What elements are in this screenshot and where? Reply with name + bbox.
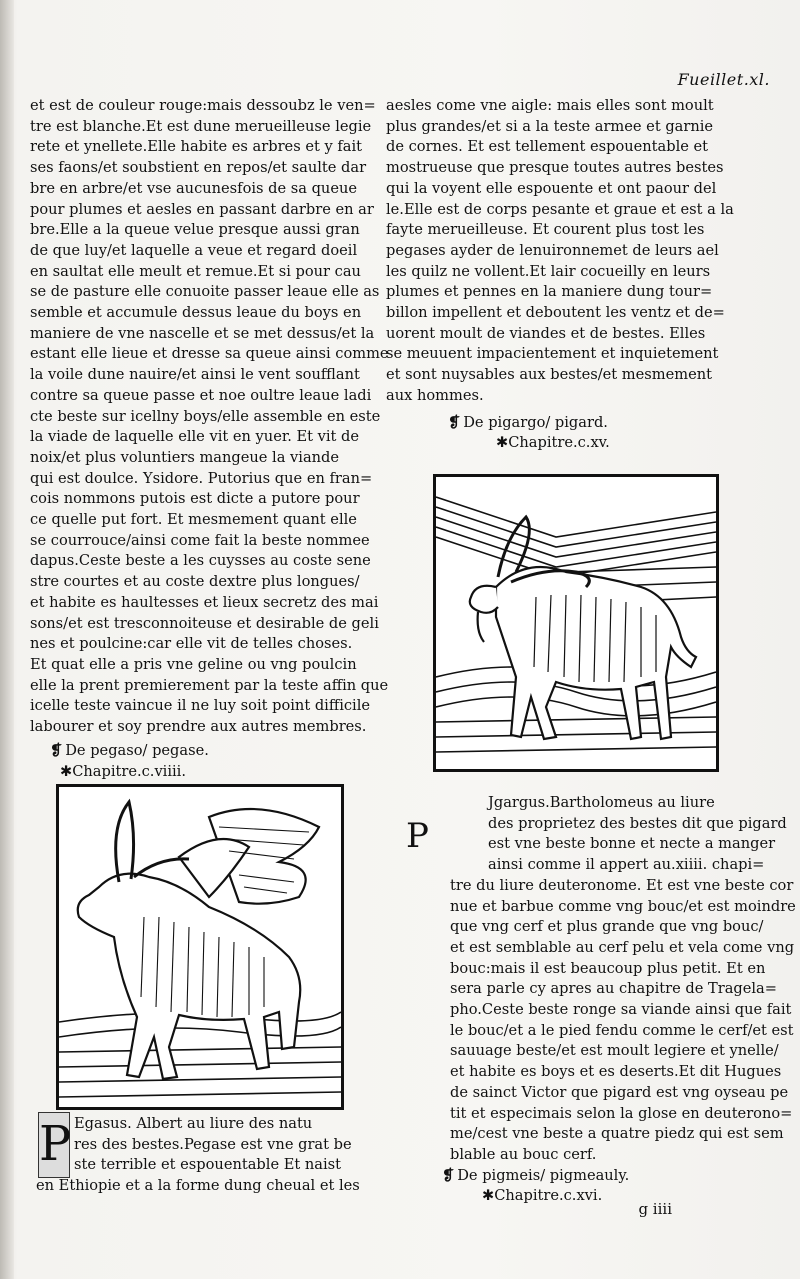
heading-pigargo-title: De pigargo/ pigard. [463,413,608,431]
heading-pigmeis-title: De pigmeis/ pigmeauly. [457,1166,630,1184]
text-line: plus grandes/et si a la teste armee et garnie [386,117,714,135]
chapter-number-pegaso [30,762,370,783]
chapter-heading-pigmeis [442,1166,750,1187]
text-line: nue et barbue comme vng bouc/et est moindre [450,897,796,915]
text-line: icelle teste vaincue il ne luy soit point difficile [30,697,371,715]
text-line: la voile dune nauire/et ainsi le vent soufflant [30,366,360,384]
text-line: aux hommes. [386,386,484,404]
text-line: pour plumes et aesles en passant darbre en ar [30,200,374,218]
text-line: et est de couleur rouge:mais dessoubz le ven= [30,97,376,114]
pygarg-text [450,793,796,1166]
heading-pegaso-chapter: Chapitre.c.viiii. [72,762,186,780]
drop-cap-p: P [406,816,429,856]
text-line: fayte merueilleuse. Et courent plus tost les [386,221,705,239]
text-line: billon impellent et deboutent les ventz et de= [386,304,725,322]
text-line: de que luy/et laquelle a veue et regard doeil [30,241,358,259]
text-line: est vne beste bonne et necte a manger [488,835,776,853]
text-line: se de pasture elle conuoite passer leaue elle as [30,283,380,301]
text-line: noix/et plus voluntiers mangeue la viande [30,448,340,466]
text-line: dapus.Ceste beste a les cuysses au coste sene [30,552,371,570]
text-line: en saultat elle meult et remue.Et si pour cau [30,262,361,280]
binding-gutter [0,0,14,1279]
pilcrow-icon: ❡ [448,413,461,431]
signature-mark: g iiii [638,1200,672,1218]
text-line: en Ethiopie et a la forme dung cheual et les [36,1177,360,1195]
text-line: stre courtes et au coste dextre plus longues/ [30,573,360,591]
text-line: et habite es haultesses et lieux secretz des mai [30,593,379,611]
text-line: Et quat elle a pris vne geline ou vng poulcin [30,655,357,673]
text-line: cois nommons putois est dicte a putore pour [30,490,360,508]
text-line: se meuuent impacientement et inquietement [386,345,719,363]
text-line: contre sa queue passe et noe oultre leaue ladi [30,386,372,404]
decorated-initial-p: P [38,1112,70,1178]
text-line: que vng cerf et plus grande que vng bouc/ [450,918,764,936]
text-line: tre est blanche.Et est dune merueilleuse legie [30,117,372,135]
woodcut-pygarg-image [433,474,719,772]
text-line: estant elle lieue et dresse sa queue ainsi comme [30,345,389,363]
text-line: Jgargus.Bartholomeus au liure [488,794,715,811]
text-line: ainsi comme il appert au.xiiii. chapi= [488,856,765,874]
text-line: ste terrible et espouentable Et naist [74,1156,341,1174]
text-line: pho.Ceste beste ronge sa viande ainsi que fait [450,1001,792,1019]
pygarg-illustration [436,477,716,769]
text-line: tre du liure deuteronome. Et est vne beste cor [450,876,794,894]
folio-number: Fueillet.xl. [677,70,770,89]
text-line: ses faons/et soubstient en repos/et saulte dar [30,159,367,177]
text-line: des proprietez des bestes dit que pigard [488,814,787,832]
text-line: mostrueuse que presque toutes autres bestes [386,159,724,177]
chapter-number-pigargo [386,433,736,454]
left-column [30,96,389,782]
text-line: et habite es boys et es deserts.Et dit Hugues [450,1063,782,1081]
text-line: Egasus. Albert au liure des natu [74,1115,313,1132]
chapter-heading-pigargo [386,413,736,434]
text-line: tit et especimais selon la glose en deuterono= [450,1104,793,1122]
heading-pegaso-title: De pegaso/ pegase. [65,741,209,759]
text-line: rete et ynellete.Elle habite es arbres et y fait [30,138,362,156]
pegasus-illustration [59,787,341,1107]
pilcrow-icon: ❡ [442,1166,455,1184]
woodcut-pegasus-image [56,784,344,1110]
text-line: elle la prent premierement par la teste affin que [30,676,389,694]
heading-pigmeis-chapter: Chapitre.c.xvi. [494,1187,603,1205]
text-line: semble et accumule dessus leaue du boys en [30,304,362,322]
text-line: blable au bouc cerf. [450,1145,597,1163]
text-line: sauuage beste/et est moult legiere et ynelle/ [450,1042,779,1060]
text-line: qui la voyent elle espouente et ont paour del [386,179,717,197]
text-line: bouc:mais il est beaucoup plus petit. Et en [450,959,766,977]
text-line: labourer et soy prendre aux autres membres. [30,718,367,736]
text-line: sons/et est tresconnoiteuse et desirable de geli [30,614,379,632]
text-line: res des bestes.Pegase est vne grat be [74,1135,352,1153]
text-line: nes et poulcine:car elle vit de telles choses. [30,635,353,653]
text-line: et sont nuysables aux bestes/et mesmement [386,366,712,384]
heading-pigargo-chapter: Chapitre.c.xv. [508,434,610,452]
right-column-text [386,96,736,407]
pegasus-text [36,1114,366,1197]
text-line: sera parle cy apres au chapitre de Tragela= [450,980,777,998]
text-line: la viade de laquelle elle vit en yuer. Et vit de [30,428,360,446]
text-line: pegases ayder de lenuironnemet de leurs ael [386,241,719,259]
asterism-icon: ✱ [60,762,73,780]
text-line: le bouc/et a le pied fendu comme le cerf/et est [450,1021,794,1039]
text-line: me/cest vne beste a quatre piedz qui est sem [450,1125,784,1143]
text-line: les quilz ne vollent.Et lair cocueilly en leurs [386,262,711,280]
text-line: de sainct Victor que pigard est vng oyseau pe [450,1083,789,1101]
pilcrow-icon: ❡ [50,741,63,759]
text-line: le.Elle est de corps pesante et graue et est a la [386,200,734,218]
text-line: uorent moult de viandes et de bestes. Elles [386,324,706,342]
asterism-icon: ✱ [496,434,509,452]
right-column [386,96,736,454]
text-line: maniere de vne nascelle et se met dessus/et la [30,324,375,342]
text-line: aesles come vne aigle: mais elles sont moult [386,97,714,114]
text-line: cte beste sur icellny boys/elle assemble en este [30,407,381,425]
text-line: bre.Elle a la queue velue presque aussi gran [30,221,360,239]
text-line: se courrouce/ainsi come fait la beste nommee [30,531,370,549]
text-line: plumes et pennes en la maniere dung tour= [386,283,713,301]
text-line: de cornes. Et est tellement espouentable et [386,138,709,156]
text-line: ce quelle put fort. Et mesmement quant elle [30,511,357,529]
text-line: et est semblable au cerf pelu et vela come vng [450,938,795,956]
pygarg-text-block [442,793,796,1207]
text-line: bre en arbre/et vse aucunesfois de sa queue [30,179,358,197]
text-line: qui est doulce. Ysidore. Putorius que en fran= [30,469,373,487]
left-column-text [30,96,389,738]
asterism-icon: ✱ [482,1187,495,1205]
chapter-heading-pegaso [30,741,370,762]
chapter-number-pigmeis [450,1186,750,1207]
pegasus-text-block [36,1114,366,1197]
